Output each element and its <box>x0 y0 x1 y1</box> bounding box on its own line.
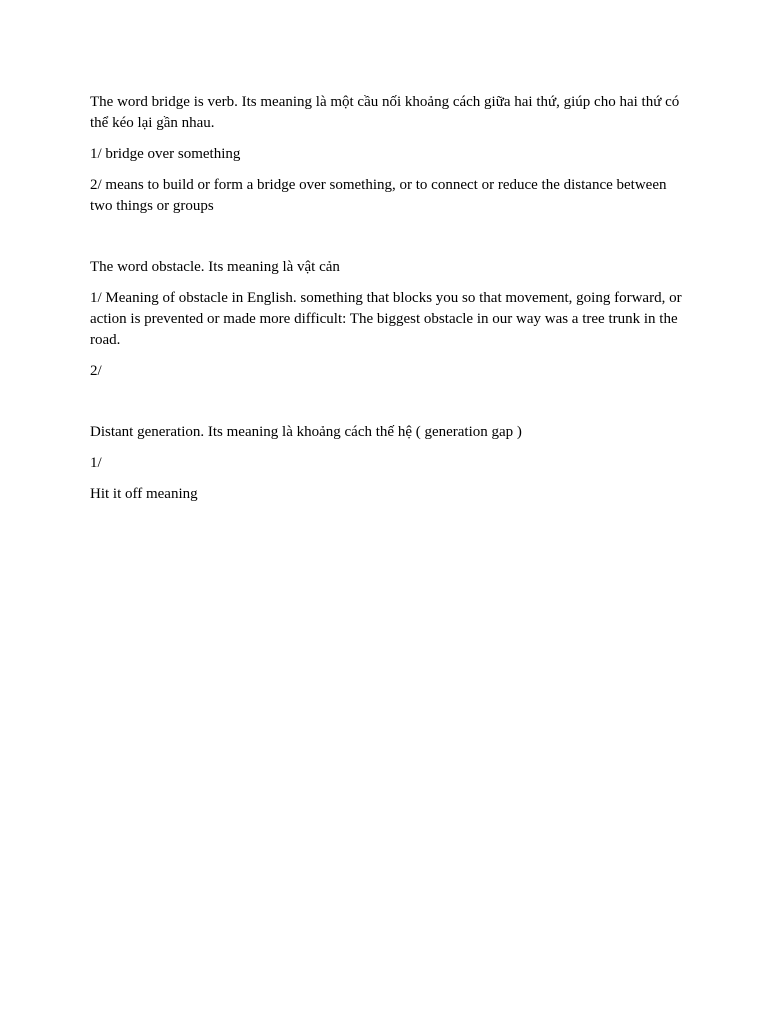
bridge-point-1: 1/ bridge over something <box>90 146 241 162</box>
obstacle-definition: The word obstacle. Its meaning là vật cản <box>90 259 340 275</box>
obstacle-point-1: 1/ Meaning of obstacle in English. something that blocks you so that movement, going forward, or action is prevented or made more difficult: The biggest obstacle in our way was a tree trunk in the road. <box>90 290 682 348</box>
bridge-point-2: 2/ means to build or form a bridge over something, or to connect or reduce the distance between two things or groups <box>90 177 667 214</box>
bridge-definition: The word bridge is verb. Its meaning là một cầu nối khoảng cách giữa hai thứ, giúp cho hai thứ có thể kéo lại gần nhau. <box>90 94 680 131</box>
document-page <box>90 92 682 515</box>
obstacle-point-2: 2/ <box>90 363 102 379</box>
section-spacer <box>90 392 682 422</box>
section-spacer <box>90 227 682 257</box>
generation-definition: Distant generation. Its meaning là khoảng cách thế hệ ( generation gap ) <box>90 424 522 440</box>
hit-it-off-heading: Hit it off meaning <box>90 486 198 502</box>
generation-point-1: 1/ <box>90 455 102 471</box>
